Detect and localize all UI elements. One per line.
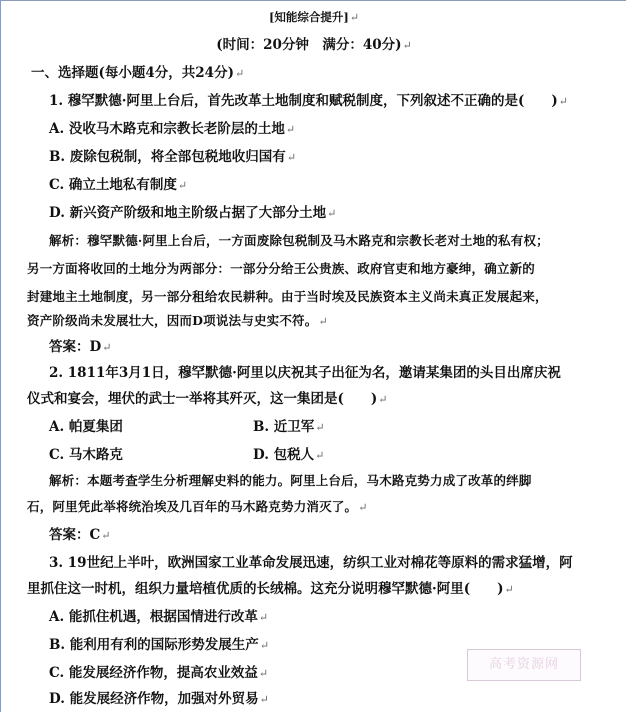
q2-analysis-line: 石，阿里凭此举将统治埃及几百年的马木路克势力消灭了。↵ bbox=[27, 499, 368, 514]
q3-option-a: A. 能抓住机遇，根据国情进行改革↵ bbox=[49, 609, 269, 625]
q1-option-a: A. 没收马木路克和宗教长老阶层的土地↵ bbox=[49, 121, 296, 137]
q1-answer: 答案：D↵ bbox=[49, 339, 112, 355]
q1-analysis-line: 解析：穆罕默德·阿里上台后，一方面废除包税制及马木路克和宗教长老对土地的私有权； bbox=[49, 233, 549, 248]
q3-option-d: D. 能发展经济作物，加强对外贸易↵ bbox=[49, 691, 269, 707]
q1-option-d: D. 新兴资产阶级和地主阶级占据了大部分土地↵ bbox=[49, 205, 337, 221]
q1-analysis-line: 另一方面将收回的土地分为两部分：一部分分给王公贵族、政府官吏和地方豪绅，确立新的 bbox=[27, 261, 536, 276]
q1-analysis-line: 资产阶级尚未发展壮大，因而D项说法与史实不符。↵ bbox=[27, 313, 328, 328]
q3-stem-line: 里抓住这一时机，组织力量培植优质的长绒棉。这充分说明穆罕默德·阿里( )↵ bbox=[27, 581, 514, 597]
watermark-logo: 高考资源网 bbox=[467, 649, 581, 681]
doc-meta: (时间：20分钟 满分：40分)↵ bbox=[216, 37, 412, 53]
doc-title: [知能综合提升]↵ bbox=[268, 10, 360, 24]
q1-option-c: C. 确立土地私有制度↵ bbox=[49, 177, 188, 193]
q1-stem: 1. 穆罕默德·阿里上台后，首先改革土地制度和赋税制度，下列叙述不正确的是( )↵ bbox=[49, 93, 568, 109]
q3-stem-line: 3. 19世纪上半叶，欧洲国家工业革命发展迅速，纺织工业对棉花等原料的需求猛增，阿 bbox=[49, 555, 573, 571]
q1-analysis-line: 封建地主土地制度，另一部分租给农民耕种。由于当时埃及民族资本主义尚未真正发展起来， bbox=[27, 289, 548, 304]
section-heading: 一、选择题(每小题4分，共24分)↵ bbox=[31, 65, 245, 81]
q2-option-a: A. 帕夏集团 bbox=[49, 419, 123, 435]
q2-stem-line: 仪式和宴会，埋伏的武士一举将其歼灭，这一集团是( )↵ bbox=[27, 391, 388, 407]
q2-option-c: C. 马木路克 bbox=[49, 447, 123, 463]
q2-answer: 答案：C↵ bbox=[49, 527, 111, 543]
q2-analysis-line: 解析：本题考查学生分析理解史料的能力。阿里上台后，马木路克势力成了改革的绊脚 bbox=[49, 473, 532, 488]
q2-option-b: B. 近卫军↵ bbox=[253, 419, 325, 435]
q2-stem-line: 2. 1811年3月1日，穆罕默德·阿里以庆祝其子出征为名，邀请某集团的头目出席庆祝 bbox=[49, 365, 561, 381]
q2-option-d: D. 包税人↵ bbox=[253, 447, 325, 463]
q3-option-c: C. 能发展经济作物，提高农业效益↵ bbox=[49, 665, 269, 681]
q1-option-b: B. 废除包税制，将全部包税地收归国有↵ bbox=[49, 149, 297, 165]
q3-option-b: B. 能利用有利的国际形势发展生产↵ bbox=[49, 637, 270, 653]
